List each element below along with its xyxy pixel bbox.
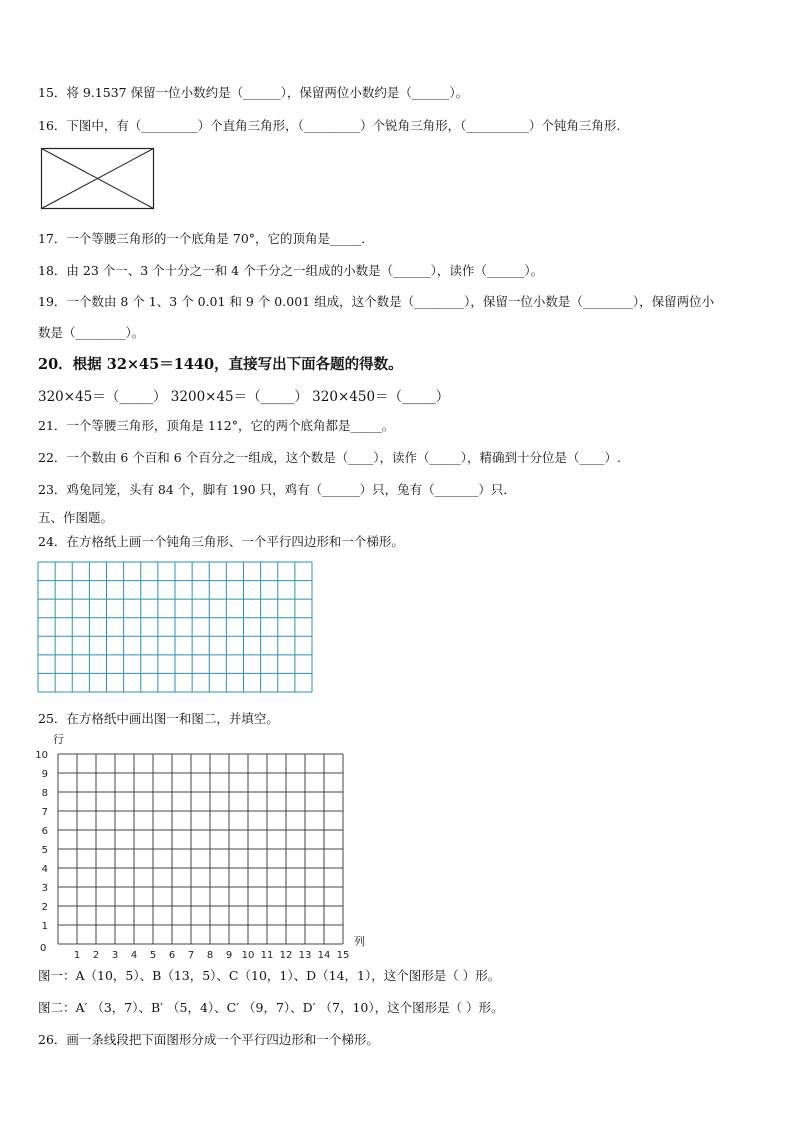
question-26: 26．画一条线段把下面图形分成一个平行四边形和一个梯形。 [38,1032,379,1047]
question-23: 23．鸡兔同笼，头有 84 个，脚有 190 只，鸡有（______）只，兔有（_______）只． [38,482,516,497]
x-tick-label: 2 [92,950,100,960]
x-tick-label: 14 [317,950,331,960]
question-25: 25．在方格纸中画出图一和图二，并填空。 [38,711,279,726]
question-17: 17．一个等腰三角形的一个底角是 70°，它的顶角是_____． [38,231,374,246]
question-15: 15．将 9.1537 保留一位小数约是（______），保留两位小数约是（______）。 [38,85,469,100]
x-axis-title: 列 [354,935,365,948]
x-tick-label: 6 [168,950,176,960]
question-16: 16．下图中，有（_________）个直角三角形，（_________）个锐角三角形，（__________）个钝角三角形. [38,118,621,133]
x-tick-label: 12 [279,950,293,960]
x-tick-label: 5 [149,950,157,960]
x-tick-label: 9 [225,950,233,960]
question-19-line1: 19．一个数由 8 个 1、3 个 0.01 和 9 个 0.001 组成，这个数是（________），保留一位小数是（________），保留两位小 [38,294,715,309]
question-18: 18．由 23 个一、3 个十分之一和 4 个千分之一组成的小数是（______），读作（______）。 [38,263,544,278]
y-tick-label: 5 [41,845,48,856]
coordinate-grid [28,730,378,960]
y-tick-label: 3 [41,883,48,894]
question-20-title: 20．根据 32×45＝1440，直接写出下面各题的得数。 [38,356,403,373]
question-25-figure-2: 图二：A′ （3，7）、B′ （5，4）、C′ （9，7）、D′ （7，10），这个图形是（ ）形。 [38,1000,504,1015]
y-tick-label: 7 [41,807,48,818]
x-tick-label: 10 [241,950,255,960]
x-tick-label: 1 [73,950,81,960]
rectangle-diagonals-figure [40,146,156,212]
question-21: 21．一个等腰三角形，顶角是 112°，它的两个底角都是_____。 [38,418,395,433]
x-tick-label: 11 [260,950,274,960]
y-tick-label: 9 [41,769,48,780]
y-axis-title: 行 [53,733,64,746]
x-tick-label: 4 [130,950,138,960]
question-22: 22．一个数由 6 个百和 6 个百分之一组成，这个数是（____），读作（_____），精确到十分位是（____）. [38,450,621,465]
x-tick-label: 8 [206,950,214,960]
question-25-figure-1: 图一：A（10，5）、B（13，5）、C（10，1）、D（14，1），这个图形是（ ）形。 [38,968,501,983]
y-tick-label: 8 [41,788,48,799]
origin-label: 0 [40,943,47,954]
question-20-expressions: 320×45＝（_____） 3200×45＝（_____） 320×450＝（_____） [38,389,450,405]
question-24: 24．在方格纸上画一个钝角三角形、一个平行四边形和一个梯形。 [38,534,404,549]
blue-grid-paper [37,561,315,695]
x-tick-label: 7 [187,950,195,960]
y-tick-label: 1 [41,921,48,932]
section-5-heading: 五、作图题。 [38,510,114,525]
y-tick-label: 2 [41,902,48,913]
y-tick-label: 6 [41,826,48,837]
x-tick-label: 13 [298,950,312,960]
x-tick-label: 15 [336,950,350,960]
question-19-line2: 数是（________）。 [38,325,145,340]
x-tick-label: 3 [111,950,119,960]
y-tick-label: 10 [35,750,48,761]
y-tick-label: 4 [41,864,48,875]
